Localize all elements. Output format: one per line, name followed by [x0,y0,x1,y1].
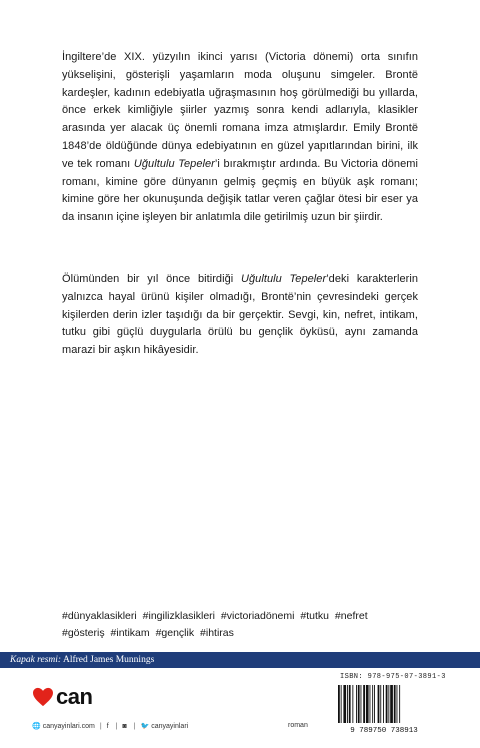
barcode-bar [338,685,340,723]
barcode-bar [363,685,365,723]
cover-credit [10,652,154,668]
logo-text: can [56,684,93,709]
hashtag: #victoriadönemi [220,610,295,622]
hashtag: #ihtiras [200,627,234,639]
hashtag: #nefret [334,610,368,622]
barcode-bar [399,685,400,723]
barcode-bar [378,685,380,723]
barcode-bar [394,685,396,723]
heart-icon [32,687,54,707]
barcode-bar [372,685,373,723]
paragraph1-text-end: ’i bırakmıştır ardında. Bu Victoria dönemi romanı, kimine göre dünyanın gelmiş geçmiş en büyük aşk romanı; kimine göre her okunuşunda değişik tatlar veren çağlar ötesi bir eser ya da insanın içine işleyen bir anlatımla dile getirilmiş uzun bir şiirdir. [62,157,418,224]
barcode-bar [383,685,384,723]
barcode-bar [356,685,357,723]
instagram-icon[interactable]: ◙ [122,722,127,730]
hashtag: #gösteriş [62,627,105,639]
barcode-bar [358,685,360,723]
barcode-bar [343,685,346,723]
cover-artist-name: Alfred James Munnings [62,655,155,665]
barcode-bar [347,685,348,723]
genre-label: roman [288,722,308,729]
description-paragraph-1 [62,49,418,227]
cover-credit-label: Kapak resmi: [10,655,62,665]
barcode-bar [341,685,342,723]
paragraph2-text-start: Ölümünden bir yıl önce bitirdiği [62,273,242,285]
twitter-icon[interactable]: 🐦 [140,723,150,730]
hashtag-list [62,608,418,642]
divider: | [133,722,136,730]
barcode-bar [380,685,381,723]
hashtag: #ingilizklasikleri [142,610,215,622]
facebook-icon[interactable]: f [106,722,109,730]
barcode [332,684,436,734]
isbn-text: ISBN: 978-975-07-3891-3 [340,673,446,681]
globe-icon: 🌐 [32,723,41,730]
paragraph2-text-end: ’deki karakterlerin yalnızca hayal ürünü kişiler olmadığı, Brontë’nin çevresindeki gerçek kişilerden derin izler taşıdığı da bir gerçektir. Sevgi, kin, nefret, intikam, tutku gibi güçlü duygularla örülü bu gençlik öyküsü, aynı zamanda marazi bir aşkın hikâyesidir. [62,273,418,357]
hashtag: #gençlik [155,627,195,639]
barcode-bar [388,685,389,723]
barcode-bar [361,685,362,723]
barcode-bar [349,685,351,723]
publisher-footer [32,722,188,730]
cover-credit-bar [0,652,480,668]
book-title-italic: Uğultulu Tepeler [241,273,327,285]
publisher-logo [32,684,92,710]
barcode-bar [390,685,393,723]
website-link[interactable]: canyayinlari.com [42,722,95,730]
barcode-bar [366,685,369,723]
book-title-italic: Uğultulu Tepeler [133,157,215,170]
barcode-bar [370,685,371,723]
barcode-number: 9 789750 738913 [350,727,418,734]
divider: | [115,722,118,730]
barcode-bar [374,685,375,723]
social-handle[interactable]: canyayinlari [151,722,189,730]
hashtag: #intikam [110,627,150,639]
paragraph1-text-start: İngiltere’de XIX. yüzyılın ikinci yarısı (Victoria dönemi) orta sınıfın yükselişini, gösterişli yaşamların moda oluşunu simgeler. Brontë kardeşler, kadının edebiyatla uğraşmasının hoş görülmediği bu yıllarda, önce erkek kimliğiyle şiirler yazmış sonra kendi adlarıyla, klasikler arasında yer alacak üç önemli romana imza atmışlardır. Emily Brontë 1848’de öldüğünde dünya edebiyatının en güzel yapıtlarından birini, ilk ve tek romanı [62,51,418,170]
divider: | [99,722,102,730]
barcode-bar [352,685,353,723]
hashtag: #dünyaklasikleri [62,610,137,622]
barcode-bars [338,685,400,723]
barcode-bar [397,685,398,723]
hashtag: #tutku [300,610,329,622]
description-paragraph-2 [62,271,418,360]
barcode-bar [386,685,388,723]
